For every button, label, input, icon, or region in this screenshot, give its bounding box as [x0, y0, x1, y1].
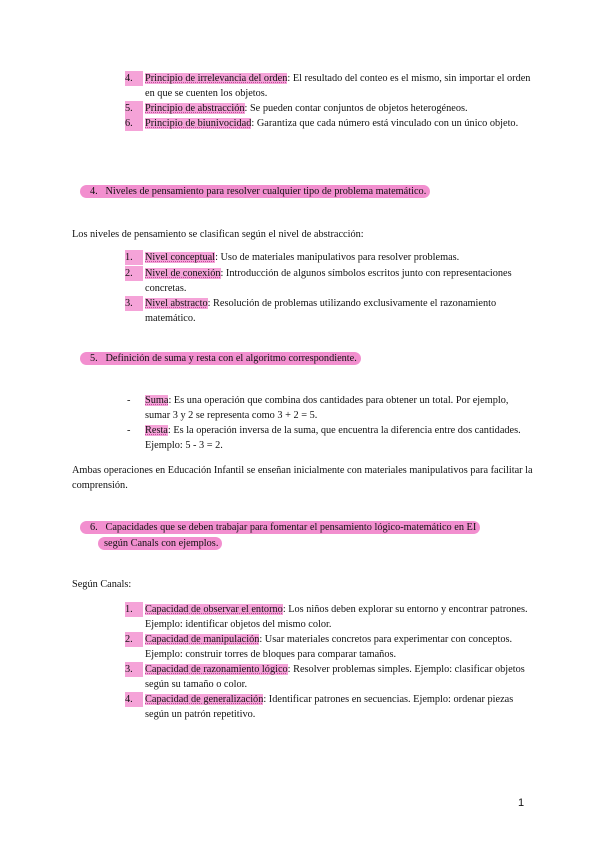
list-term: Suma	[145, 395, 169, 406]
section-heading-6-line2	[98, 536, 222, 551]
list-item	[125, 393, 535, 423]
list-item	[125, 692, 535, 722]
list-item	[125, 250, 535, 265]
section-heading-4	[80, 184, 430, 199]
list-term: Resta	[145, 425, 168, 436]
list-term: Capacidad de observar el entorno	[145, 604, 283, 615]
list-item	[125, 632, 535, 662]
heading-text: Niveles de pensamiento para resolver cualquier tipo de problema matemático.	[105, 186, 427, 197]
list-text: : Uso de materiales manipulativos para resolver problemas.	[215, 252, 460, 263]
list-text: : Es la operación inversa de la suma, que encuentra la diferencia entre dos cantidades. Ejemplo: 5 - 3 = 2.	[145, 425, 521, 451]
list-term: Nivel de conexión	[145, 268, 221, 279]
section-5-paragraph: Ambas operaciones en Educación Infantil se enseñan inicialmente con materiales manipulativos para facilitar la comprensión.	[72, 465, 533, 491]
list-text: : Usar materiales concretos para experimentar con conceptos. Ejemplo: construir torres de bloques para comparar tamaños.	[145, 634, 513, 660]
list-term: Capacidad de generalización	[145, 694, 264, 705]
list-term: Nivel abstracto	[145, 298, 208, 309]
list-text: : Los niños deben explorar su entorno y encontrar patrones. Ejemplo: identificar objetos del mismo color.	[145, 604, 528, 630]
list-item	[125, 266, 535, 296]
list-text: : Es una operación que combina dos cantidades para obtener un total. Por ejemplo, sumar 3 y 2 se representa como 3 + 2 = 5.	[145, 395, 509, 421]
list-number: 1.	[125, 602, 143, 617]
list-text: : Garantiza que cada número está vinculado con un único objeto.	[251, 118, 519, 129]
list-text: : El resultado del conteo es el mismo, sin importar el orden en que se cuenten los objetos.	[145, 73, 531, 99]
section-6-intro: Según Canals:	[72, 579, 132, 590]
list-term: Capacidad de manipulación	[145, 634, 260, 645]
list-number: 4.	[125, 71, 143, 86]
heading-text-line1: Capacidades que se deben trabajar para fomentar el pensamiento lógico-matemático en EI	[105, 522, 477, 533]
list-number: 2.	[125, 266, 143, 281]
list-item	[125, 423, 535, 453]
heading-number: 6.	[90, 522, 98, 533]
page-number: 1	[518, 797, 525, 809]
list-bullet: -	[127, 395, 131, 406]
list-number: 4.	[125, 692, 143, 707]
list-text: : Se pueden contar conjuntos de objetos heterogéneos.	[244, 103, 468, 114]
list-term: Principio de irrelevancia del orden	[145, 73, 288, 84]
list-number: 1.	[125, 250, 143, 265]
list-item	[125, 662, 535, 692]
list-number: 2.	[125, 632, 143, 647]
section-4-intro: Los niveles de pensamiento se clasifican según el nivel de abstracción:	[72, 229, 364, 240]
list-term: Capacidad de razonamiento lógico	[145, 664, 288, 675]
list-text: : Introducción de algunos símbolos escritos junto con representaciones concretas.	[145, 268, 512, 294]
list-item	[125, 116, 535, 131]
list-item	[125, 71, 535, 101]
list-number: 3.	[125, 662, 143, 677]
list-term: Principio de abstracción	[145, 103, 245, 114]
list-text: : Identificar patrones en secuencias. Ejemplo: ordenar piezas según un patrón repetitivo.	[145, 694, 514, 720]
list-text: : Resolver problemas simples. Ejemplo: clasificar objetos según su tamaño o color.	[145, 664, 525, 690]
heading-number: 4.	[90, 186, 98, 197]
list-term: Nivel conceptual	[145, 252, 216, 263]
list-term: Principio de biunivocidad	[145, 118, 252, 129]
list-text: : Resolución de problemas utilizando exclusivamente el razonamiento matemático.	[145, 298, 497, 324]
heading-text: Definición de suma y resta con el algoritmo correspondiente.	[105, 353, 357, 364]
list-bullet: -	[127, 425, 131, 436]
list-number: 3.	[125, 296, 143, 311]
list-number: 6.	[125, 116, 143, 131]
heading-text-line2: según Canals con ejemplos.	[104, 538, 219, 549]
list-item	[125, 101, 535, 116]
list-item	[125, 602, 535, 632]
list-number: 5.	[125, 101, 143, 116]
section-heading-6	[80, 520, 480, 535]
section-heading-5	[80, 351, 361, 366]
heading-number: 5.	[90, 353, 98, 364]
list-item	[125, 296, 535, 326]
